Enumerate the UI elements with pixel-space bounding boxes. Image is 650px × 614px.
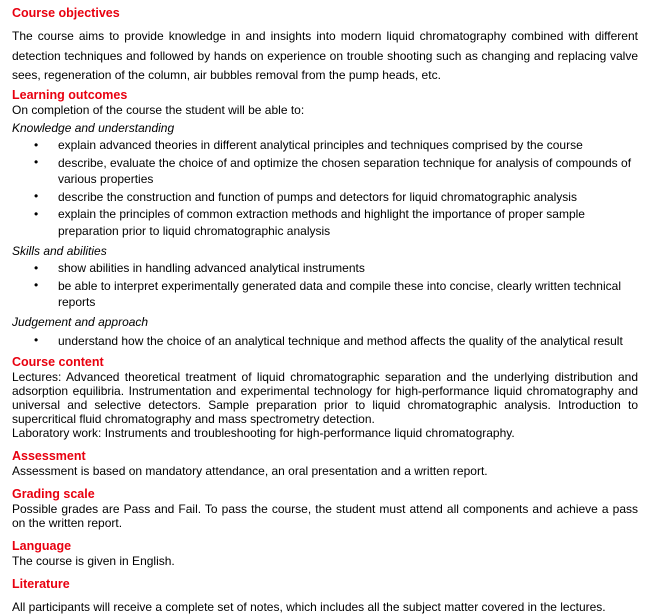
- knowledge-subheading: Knowledge and understanding: [12, 120, 175, 135]
- list-item-text: describe the construction and function of pumps and detectors for liquid chromatographic analysis: [58, 189, 577, 204]
- literature-heading: Literature: [12, 576, 70, 591]
- learning-outcomes-heading: Learning outcomes: [12, 87, 128, 102]
- bullet-icon: •: [34, 333, 39, 347]
- list-item: [12, 154, 638, 188]
- list-item: [12, 260, 638, 278]
- list-item: [12, 137, 638, 155]
- course-content-lectures: Lectures: Advanced theoretical treatment of liquid chromatographic separation and the underlying distribution and adsorption equilibria. Instrumentation and experimental technology for high-performance liquid chromatography and universal and selective detectors. Sample preparation prior to liquid chromatographic analysis. Introduction to supercritical fluid chromatography and mass spectrometry detection.: [12, 369, 638, 426]
- bullet-icon: •: [34, 137, 39, 152]
- skills-list: [12, 260, 638, 312]
- language-text: The course is given in English.: [12, 553, 175, 568]
- bullet-icon: •: [34, 206, 39, 221]
- course-content-heading: Course content: [12, 354, 104, 369]
- list-item: [12, 206, 638, 240]
- assessment-heading: Assessment: [12, 448, 86, 463]
- literature-text: All participants will receive a complete set of notes, which includes all the subject matter covered in the lectures.: [12, 599, 606, 614]
- list-item-text: show abilities in handling advanced analytical instruments: [58, 261, 365, 275]
- bullet-icon: •: [34, 260, 39, 275]
- judgement-list: [12, 332, 638, 350]
- list-item-text: explain the principles of common extraction methods and highlight the importance of proper sample preparation prior to liquid chromatographic analysis: [58, 207, 585, 238]
- grading-scale-heading: Grading scale: [12, 486, 95, 501]
- skills-subheading: Skills and abilities: [12, 243, 107, 258]
- course-objectives-text: The course aims to provide knowledge in and insights into modern liquid chromatography combined with different detection techniques and followed by hands on experience on trouble shooting such as changing and replacing valve sees, regeneration of the column, air bubbles removal from the pump heads, etc.: [12, 29, 638, 82]
- list-item-text: describe, evaluate the choice of and optimize the chosen separation technique for analysis of compounds of various properties: [58, 155, 632, 186]
- list-item: [12, 332, 638, 350]
- bullet-icon: •: [34, 189, 39, 203]
- list-item: [12, 277, 638, 311]
- course-objectives-heading: Course objectives: [12, 6, 120, 20]
- knowledge-list: [12, 137, 638, 240]
- list-item: [12, 188, 638, 206]
- list-item-text: be able to interpret experimentally generated data and compile these into concise, clearly written technical reports: [58, 278, 621, 309]
- bullet-icon: •: [34, 155, 39, 169]
- assessment-text: Assessment is based on mandatory attendance, an oral presentation and a written report.: [12, 463, 488, 478]
- bullet-icon: •: [34, 278, 39, 292]
- grading-scale-text: Possible grades are Pass and Fail. To pass the course, the student must attend all components and achieve a pass on the written report.: [12, 501, 638, 530]
- list-item-text: understand how the choice of an analytical technique and method affects the quality of the analytical result: [58, 333, 623, 348]
- judgement-subheading: Judgement and approach: [12, 315, 149, 329]
- list-item-text: explain advanced theories in different analytical principles and techniques comprised by the course: [58, 138, 583, 152]
- learning-outcomes-intro: On completion of the course the student will be able to:: [12, 102, 305, 117]
- language-heading: Language: [12, 538, 72, 553]
- course-content-laboratory: Laboratory work: Instruments and troubleshooting for high-performance liquid chromatography.: [12, 425, 515, 440]
